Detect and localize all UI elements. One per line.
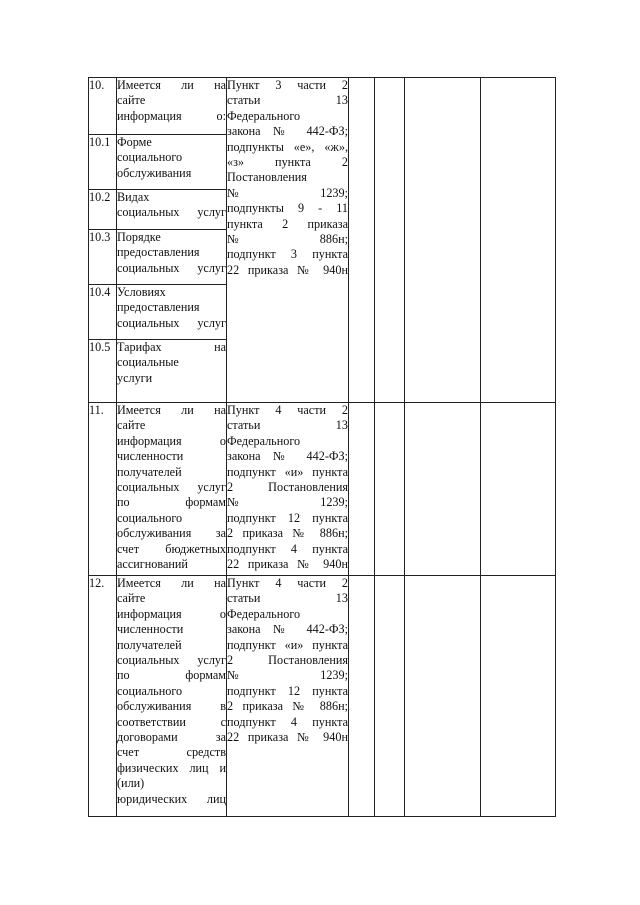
text-line: численности [117,622,184,637]
text-line: подпункт «и» пункта [227,464,348,479]
text-line: социальных услуг [117,653,226,668]
text-line: подпункт 4 пункта [227,541,348,556]
text-line: обслуживания в [117,699,226,714]
text-line: Форме [117,135,152,149]
text-line: «з» пункта 2 [227,155,348,170]
text-line: Порядке [117,230,161,244]
table-body [89,78,556,817]
text-line: 2 приказа № 886н; [227,526,348,541]
text-line: социального [117,510,183,525]
empty-cell [375,78,405,403]
text-line: получателей [117,637,182,652]
text-line: ассигнований [117,557,188,572]
text-line: Федерального [227,606,301,621]
criterion-text [117,340,227,403]
row-number: 10.5 [89,340,117,403]
row-number: 10.4 [89,285,117,340]
text-line: 2 Постановления [227,480,348,495]
criterion-text [117,135,227,190]
empty-cell [481,403,556,576]
text-line: социальные [117,355,179,370]
row-number: 11. [89,403,117,576]
empty-cell [481,576,556,817]
text-line: № 1239; [227,668,348,683]
text-line: Имеется ли на [117,403,226,417]
text-line: услуги [117,370,153,385]
text-line: 22 приказа № 940н [227,730,348,745]
text-line: 22 приказа № 940н [227,557,348,572]
text-line: 2 Постановления [227,653,348,668]
text-line: Пункт 3 части 2 [227,78,348,92]
legal-basis [227,403,349,576]
text-line: информация о: [117,108,226,123]
text-line: получателей [117,464,182,479]
text-line: информация о [117,433,226,448]
text-line: 2 приказа № 886н; [227,699,348,714]
text-line: статьи 13 [227,93,348,108]
text-line: сайте [117,418,146,433]
text-line: физических лиц и [117,760,226,775]
text-line: предоставления [117,245,200,260]
text-line: социальных услуг [117,260,226,275]
row-number: 12. [89,576,117,817]
text-line: подпункт 3 пункта [227,247,348,262]
text-line: по формам [117,495,226,510]
row-number: 10. [89,78,117,135]
empty-cell [405,576,481,817]
text-line: информация о [117,606,226,621]
text-line: обслуживания за [117,526,226,541]
criterion-text [117,576,227,817]
text-line: социальных услуг [117,480,226,495]
text-line: социального [117,150,183,165]
text-line: подпункт 4 пункта [227,714,348,729]
text-line: закона № 442-ФЗ; [227,622,348,637]
text-line: Федерального [227,433,301,448]
text-line: Условиях [117,285,166,299]
text-line: Пункт 4 части 2 [227,576,348,590]
criterion-text [117,285,227,340]
text-line: социальных услуг [117,205,226,220]
text-line: Пункт 4 части 2 [227,403,348,417]
row-number: 10.2 [89,190,117,230]
text-line: численности [117,449,184,464]
empty-cell [375,576,405,817]
text-line: № 886н; [227,232,348,247]
text-line: № 1239; [227,185,348,200]
text-line: 22 приказа № 940н [227,262,348,277]
text-line: Имеется ли на [117,576,226,590]
empty-cell [405,78,481,403]
text-line: по формам [117,668,226,683]
criteria-table [88,77,556,817]
text-line: пункта 2 приказа [227,216,348,231]
text-line: предоставления [117,300,200,315]
legal-basis [227,78,349,403]
text-line: статьи 13 [227,418,348,433]
empty-cell [349,576,375,817]
text-line: счет бюджетных [117,541,226,556]
text-line: подпункт «и» пункта [227,637,348,652]
text-line: социальных услуг [117,315,226,330]
text-line: Федерального [227,108,301,123]
text-line: договорами за [117,730,226,745]
empty-cell [349,403,375,576]
text-line: подпункты «е», «ж», [227,139,348,154]
table-row [89,576,556,817]
text-line: подпункт 12 пункта [227,510,348,525]
text-line: Видах [117,190,150,204]
criterion-text [117,230,227,285]
text-line: Тарифах на [117,340,226,354]
text-line: сайте [117,591,146,606]
empty-cell [481,78,556,403]
text-line: Постановления [227,170,307,185]
criterion-text [117,78,227,135]
text-line: обслуживания [117,165,192,180]
text-line: статьи 13 [227,591,348,606]
text-line: соответствии с [117,714,226,729]
text-line: юридических лиц [117,791,226,806]
row-number: 10.3 [89,230,117,285]
legal-basis [227,576,349,817]
text-line: сайте [117,93,146,108]
text-line: подпункт 12 пункта [227,683,348,698]
empty-cell [349,78,375,403]
criterion-text [117,190,227,230]
text-line: подпункты 9 - 11 [227,201,348,216]
table-row [89,403,556,576]
text-line: (или) [117,776,145,791]
text-line: Имеется ли на [117,78,226,92]
row-number: 10.1 [89,135,117,190]
text-line: закона № 442-ФЗ; [227,124,348,139]
text-line: социального [117,683,183,698]
text-line: счет средств [117,745,226,760]
empty-cell [375,403,405,576]
table-row [89,78,556,135]
text-line: закона № 442-ФЗ; [227,449,348,464]
empty-cell [405,403,481,576]
text-line: № 1239; [227,495,348,510]
criterion-text [117,403,227,576]
